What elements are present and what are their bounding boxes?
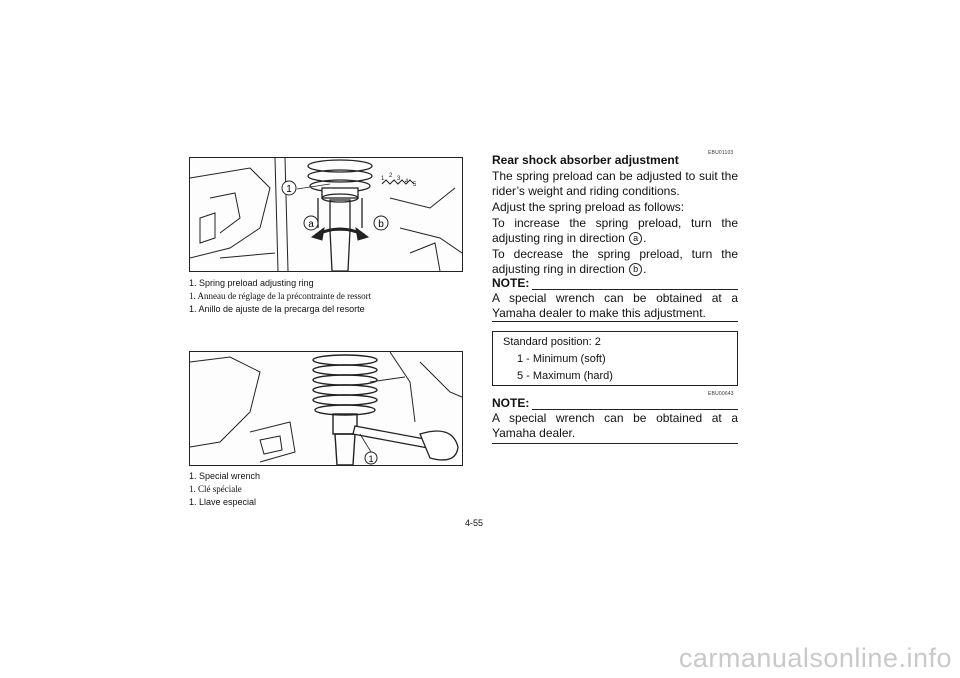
scale-3: 3 — [397, 176, 401, 182]
page-number: 4-55 — [465, 518, 484, 528]
note-text: A special wrench can be obtained at a Yamaha dealer to make this adjustment. — [492, 291, 738, 320]
decrease-text: To decrease the spring preload, turn the adjusting ring in direction — [492, 247, 738, 276]
section-code: EBU00643 — [708, 391, 734, 397]
period: . — [643, 231, 647, 245]
scale-4: 4 — [405, 179, 409, 185]
note-divider — [492, 321, 738, 322]
period: . — [643, 262, 647, 276]
callout-1-label: 1 — [368, 454, 374, 464]
increase-text: To increase the spring preload, turn the adjusting ring in direction — [492, 216, 738, 245]
caption-fr: 1. Clé spéciale — [189, 484, 242, 494]
caption-en: 1. Special wrench — [189, 471, 261, 481]
spec-max: 5 - Maximum (hard) — [517, 370, 613, 382]
figure-spring-preload — [189, 157, 463, 272]
scale-1: 1 — [381, 176, 385, 182]
scale-5: 5 — [413, 182, 417, 188]
note-rule — [532, 279, 738, 290]
spec-min: 1 - Minimum (soft) — [517, 353, 606, 365]
figure1-captions — [189, 277, 371, 316]
note-rule — [532, 399, 738, 410]
callout-a-label: a — [308, 219, 314, 230]
section-code: EBU01103 — [708, 150, 734, 156]
paragraph-adjust: Adjust the spring preload as follows: — [492, 200, 685, 214]
spec-box — [492, 331, 738, 386]
figure2-captions — [189, 470, 260, 509]
spec-title: Standard position: 2 — [503, 336, 601, 348]
wrench-illustration — [190, 352, 462, 465]
callout-1-label: 1 — [286, 184, 292, 195]
note-text: A special wrench can be obtained at a Yamaha dealer. — [492, 411, 738, 440]
callout-b-label: b — [378, 219, 384, 230]
note-label: NOTE: — [492, 276, 530, 290]
note-header — [492, 277, 738, 290]
note-divider — [492, 443, 738, 444]
paragraph-decrease — [492, 247, 738, 277]
caption-en: 1. Spring preload adjusting ring — [189, 278, 314, 288]
caption-es: 1. Llave especial — [189, 497, 257, 507]
note-label: NOTE: — [492, 396, 530, 410]
paragraph-intro: The spring preload can be adjusted to suit the rider’s weight and riding conditions. — [492, 169, 738, 198]
caption-es: 1. Anillo de ajuste de la precarga del resorte — [189, 304, 365, 314]
section-heading: Rear shock absorber adjustment — [492, 153, 679, 167]
double-arrow-icon — [312, 228, 368, 240]
shock-absorber-illustration — [190, 158, 462, 271]
scale-2: 2 — [389, 173, 393, 179]
figure-special-wrench — [189, 351, 463, 466]
paragraph-increase — [492, 216, 738, 246]
direction-b-icon: b — [629, 263, 642, 276]
direction-a-icon: a — [629, 232, 642, 245]
note-header — [492, 397, 738, 410]
watermark: carmanualsonline.info — [678, 643, 952, 673]
caption-fr: 1. Anneau de réglage de la précontrainte de ressort — [189, 291, 372, 301]
